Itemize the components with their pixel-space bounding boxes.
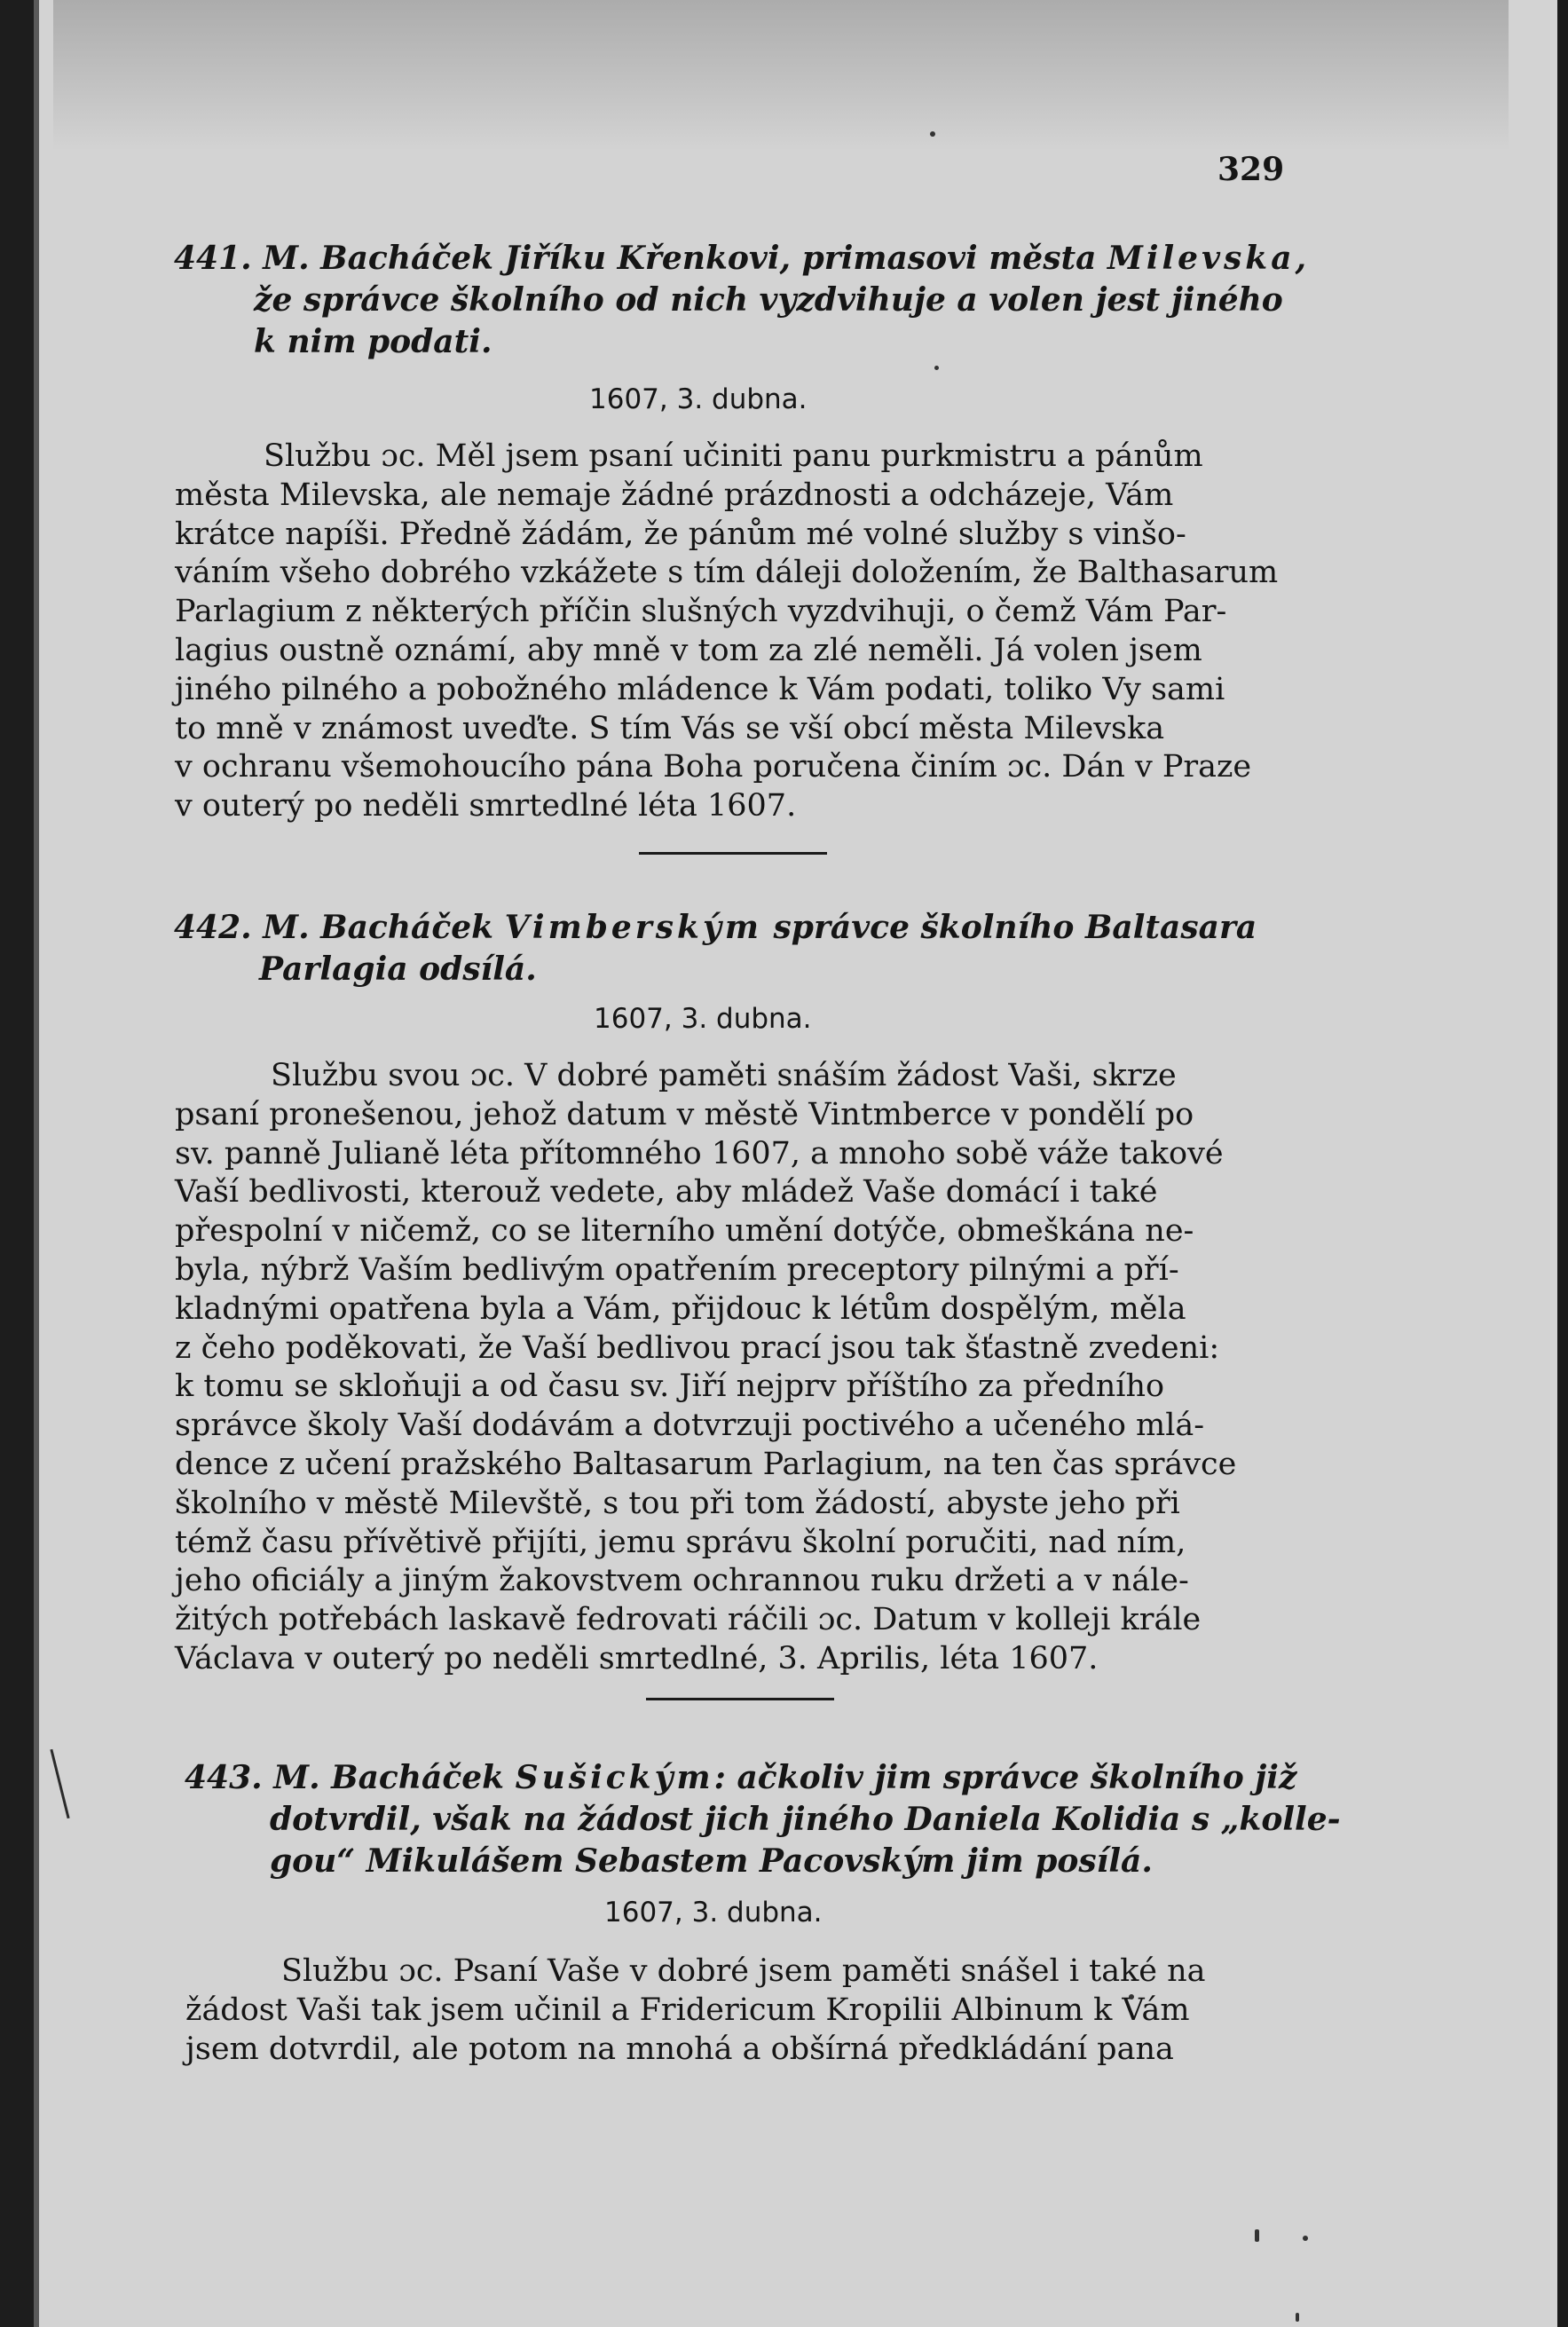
scan-speck [930,131,935,137]
heading-text: , [1295,240,1307,277]
letter-number: 442. [174,909,252,946]
margin-pencil-mark [50,1749,69,1818]
text-line: v outerý po neděli smrtedlné léta 1607. [175,788,797,824]
text-line: k tomu se skloňuji a od času sv. Jiří nejprv příštího za předního [175,1369,1165,1405]
text-line: lagius oustně oznámí, aby mně v tom za zlé neměli. Já volen jsem [175,632,1202,668]
heading-line: že správce školního od nich vyzdvihuje a volen jest jiného [254,281,1283,319]
text-line: Službu ɔc. Psaní Vaše v dobré jsem paměti snášel i také na [281,1953,1206,1989]
text-line: váním všeho dobrého vzkážete s tím dáleji doložením, že Balthasarum [175,555,1279,591]
scan-edge-left [0,0,39,2327]
text-line: kladnými opatřena byla a Vám, přijdouc k létům dospělým, měla [175,1290,1186,1327]
letter-number: 443. [185,1759,263,1796]
text-line: Službu ɔc. Měl jsem psaní učiniti panu purkmistru a pánům [264,438,1203,474]
scan-speck [934,366,939,370]
section-divider [639,852,827,855]
heading-line: gou“ Mikulášem Sebastem Pacovským jim posílá. [270,1842,1153,1880]
scan-edge-right [1557,0,1568,2327]
heading-place: Vimberským [504,909,762,946]
heading-text: M. Bacháček [263,909,505,946]
heading-place: Milevska [1107,240,1296,277]
text-line: Václava v outerý po neděli smrtedlné, 3. Aprilis, léta 1607. [175,1640,1099,1676]
text-line: byla, nýbrž Vaším bedlivým opatřením preceptory pilnými a pří- [175,1251,1179,1288]
text-line: Službu svou ɔc. V dobré paměti snáším žádost Vaši, skrze [271,1058,1177,1093]
scan-speck [1296,2313,1299,2322]
text-line: z čeho poděkovati, že Vaší bedlivou prací jsou tak šťastně zvedeni: [175,1329,1220,1366]
text-line: žádost Vaši tak jsem učinil a Fridericum Kropilii Albinum k Vám [185,1992,1190,2028]
scan-speck [1255,2229,1259,2242]
heading-line: k nim podati. [254,323,492,360]
text-line: to mně v známost uveďte. S tím Vás se vší obcí města Milevska [175,710,1165,746]
letter-heading-442 [174,907,1301,990]
heading-line: dotvrdil, však na žádost jich jiného Daniela Kolidia s „kolle- [270,1801,1341,1838]
text-line: Vaší bedlivosti, kterouž vedete, aby mládež Vaše domácí i také [175,1174,1158,1211]
text-line: dence z učení pražského Baltasarum Parlagium, na ten čas správce [175,1446,1237,1482]
text-line: města Milevska, ale nemaje žádné prázdnosti a odcházeje, Vám [175,477,1174,513]
heading-place: Sušickým [515,1759,714,1796]
heading-text: M. Bacháček Jiříku Křenkovi, primasovi města [263,240,1107,277]
heading-line [174,238,1307,280]
heading-text: správce školního Baltasara [761,909,1257,946]
heading-line [185,1757,1312,1799]
text-line: krátce napíši. Předně žádám, že pánům mé volné služby s vinšo- [175,516,1186,552]
letter-date-443: 1607, 3. dubna. [604,1897,823,1929]
text-line: žitých potřebách laskavě fedrovati ráčili ɔc. Datum v kolleji krále [175,1602,1202,1638]
text-line: v ochranu všemohoucího pána Boha poručena činím ɔc. Dán v Praze [175,749,1252,785]
heading-text: : ačkoliv jim správce školního již [713,1759,1297,1796]
letter-date-442: 1607, 3. dubna. [594,1003,812,1035]
text-line: sv. panně Julianě léta přítomného 1607, a mnoho sobě váže takové [175,1135,1224,1171]
heading-line: Parlagia odsílá. [259,951,537,988]
heading-line [174,907,1301,949]
text-line: jiného pilného a pobožného mládence k Vám podati, toliko Vy sami [175,671,1225,707]
heading-text: M. Bacháček [273,1759,516,1796]
text-line: psaní pronešenou, jehož datum v městě Vintmberce v pondělí po [175,1096,1194,1132]
letter-body-442 [175,1057,1297,1679]
text-line: přespolní v ničemž, co se literního umění dotýče, obmeškána ne- [175,1213,1194,1250]
letter-heading-443 [185,1757,1341,1882]
letter-body-443 [185,1952,1308,2069]
letter-body-441 [175,438,1297,826]
text-line: témž času přívětivě přijíti, jemu správu školní poručiti, nad ním, [175,1524,1186,1560]
scan-shadow [53,0,1509,151]
text-line: Parlagium z některých příčin slušných vyzdvihuji, o čemž Vám Par- [175,594,1227,630]
page-number: 329 [1217,151,1285,188]
letter-heading-441 [174,238,1307,363]
section-divider [646,1698,834,1700]
letter-number: 441. [174,240,252,277]
text-line: jeho oficiály a jiným žakovstvem ochrannou ruku držeti a v nále- [175,1563,1189,1599]
text-line: jsem dotvrdil, ale potom na mnohá a obšírná předkládání pana [185,2031,1174,2067]
scan-speck [1303,2236,1308,2241]
text-line: správce školy Vaší dodávám a dotvrzuji poctivého a učeného mlá- [175,1408,1205,1444]
letter-date-441: 1607, 3. dubna. [589,383,808,415]
text-line: školního v městě Milevště, s tou při tom žádostí, abyste jeho při [175,1485,1180,1521]
